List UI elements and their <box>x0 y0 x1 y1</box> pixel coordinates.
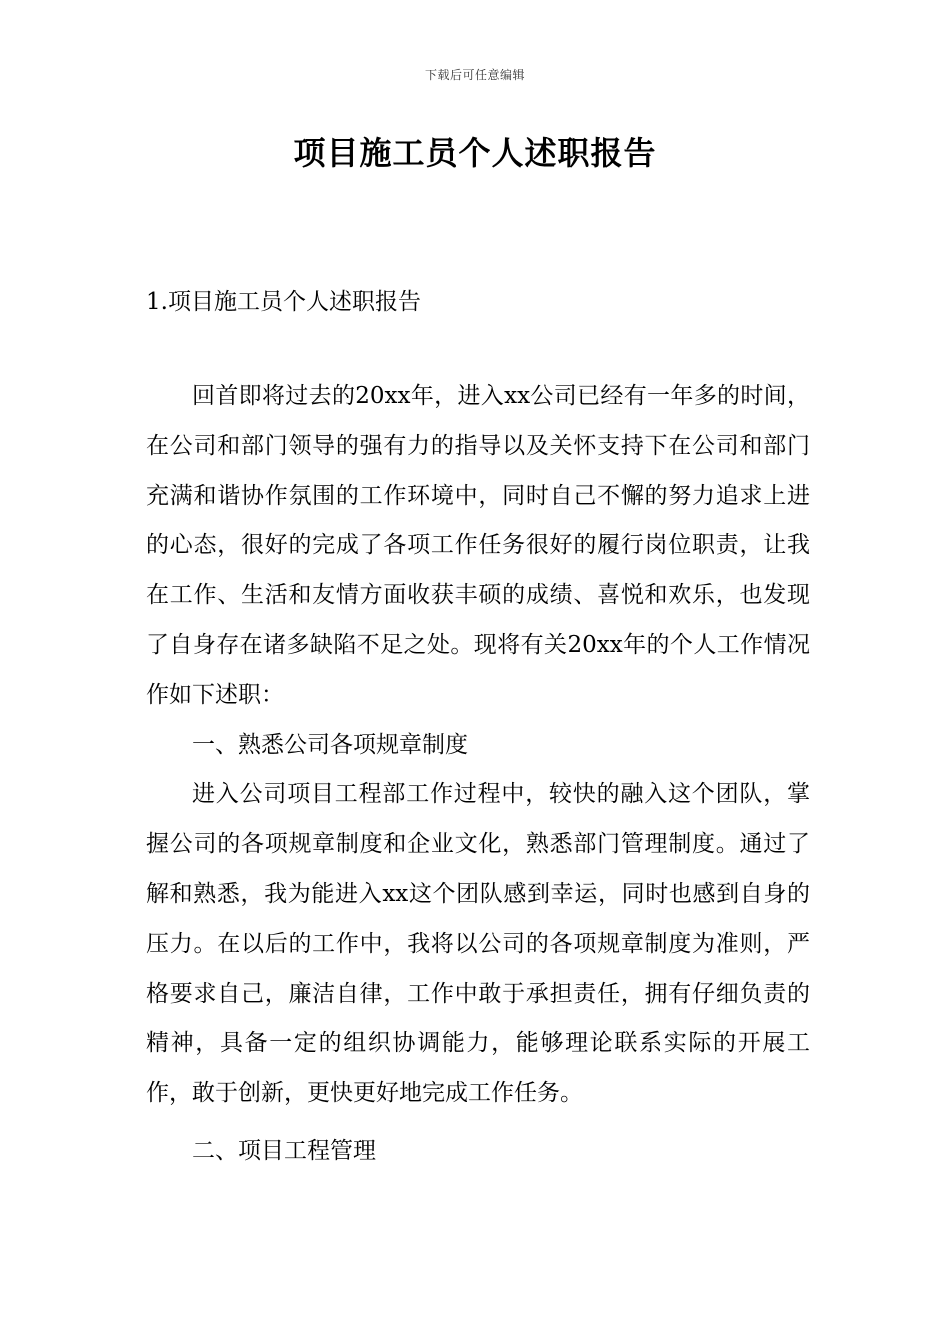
document-title: 项目施工员个人述职报告 <box>293 134 657 172</box>
subheading-rules: 一、熟悉公司各项规章制度 <box>192 731 468 758</box>
section-heading: 1.项目施工员个人述职报告 <box>146 289 421 315</box>
paragraph-intro: 回首即将过去的20xx年，进入xx公司已经有一年多的时间，在公司和部门领导的强有力的指导以及关怀支持下在公司和部门充满和谐协作氛围的工作环境中，同时自己不懈的努力追求上进的心态，很好的完成了各项工作任务很好的履行岗位职责，让我在工作、生活和友情方面收获丰硕的成绩、喜悦和欢乐，也发现了自身存在诸多缺陷不足之处。现将有关20xx年的个人工作情况作如下述职： <box>146 383 810 708</box>
paragraph-rules: 进入公司项目工程部工作过程中，较快的融入这个团队，掌握公司的各项规章制度和企业文化，熟悉部门管理制度。通过了解和熟悉，我为能进入xx这个团队感到幸运，同时也感到自身的压力。在以后的工作中，我将以公司的各项规章制度为准则，严格要求自己，廉洁自律，工作中敢于承担责任，拥有仔细负责的精神，具备一定的组织协调能力，能够理论联系实际的开展工作，敢于创新，更快更好地完成工作任务。 <box>146 781 810 1107</box>
document-body <box>146 372 810 1177</box>
subheading-project-management: 二、项目工程管理 <box>192 1137 376 1164</box>
header-note: 下载后可任意编辑 <box>424 68 525 82</box>
